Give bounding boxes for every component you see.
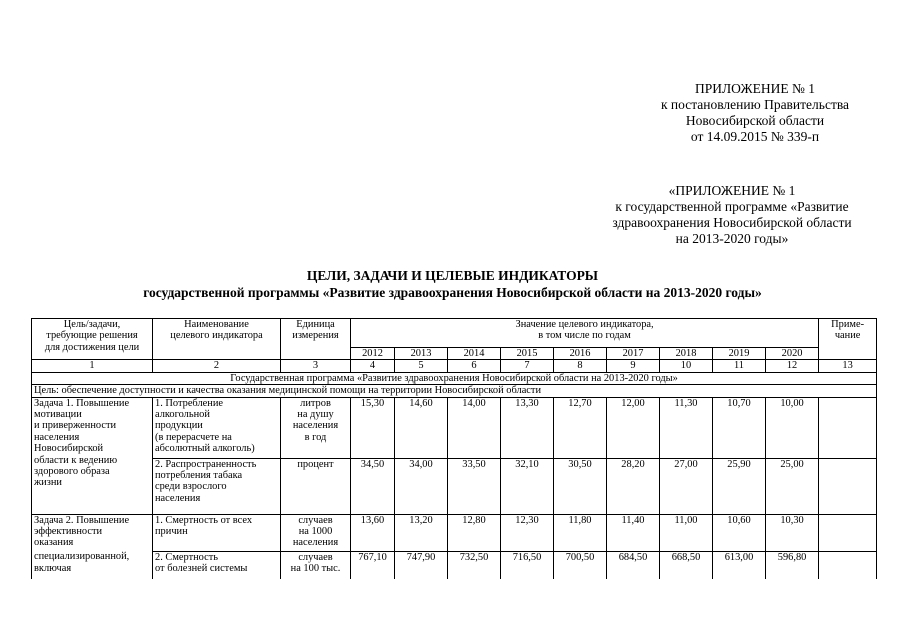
goal-row: Цель: обеспечение доступности и качества оказания медицинской помощи на территории Новосибирской области [32, 385, 877, 397]
column-number: 2 [153, 360, 281, 372]
value-cell: 34,00 [395, 458, 448, 514]
appendix-line: к постановлению Правительства [660, 97, 850, 112]
indicator-unit: процент [281, 458, 351, 514]
header-year: 2015 [501, 348, 554, 360]
column-number: 8 [554, 360, 607, 372]
value-cell: 33,50 [448, 458, 501, 514]
header-year: 2016 [554, 348, 607, 360]
value-cell: 11,00 [660, 514, 713, 551]
indicator-name: 1. Потребление алкогольной продукции (в перерасчете на абсолютный алкоголь) [153, 397, 281, 458]
column-number: 6 [448, 360, 501, 372]
appendix-line: Новосибирской области [685, 113, 825, 128]
value-cell: 11,30 [660, 397, 713, 458]
value-cell: 12,80 [448, 514, 501, 551]
column-number: 3 [281, 360, 351, 372]
value-cell: 10,60 [713, 514, 766, 551]
value-cell: 11,40 [607, 514, 660, 551]
header-year: 2014 [448, 348, 501, 360]
value-cell: 27,00 [660, 458, 713, 514]
document-subtitle: государственной программы «Развитие здравоохранения Новосибирской области на 2013-2020 годы» [143, 285, 762, 300]
value-cell: 14,00 [448, 397, 501, 458]
value-cell: 596,80 [766, 551, 819, 579]
note-cell [819, 458, 877, 514]
value-cell: 10,30 [766, 514, 819, 551]
value-cell: 32,10 [501, 458, 554, 514]
value-cell: 11,80 [554, 514, 607, 551]
header-year: 2019 [713, 348, 766, 360]
note-cell [819, 397, 877, 458]
value-cell: 28,20 [607, 458, 660, 514]
header-unit: Единица измерения [281, 319, 351, 360]
value-cell: 13,60 [351, 514, 395, 551]
task-cell: Задача 2. Повышение эффективности оказания [32, 514, 153, 551]
column-number: 12 [766, 360, 819, 372]
column-number: 5 [395, 360, 448, 372]
program-row: Государственная программа «Развитие здравоохранения Новосибирской области на 2013-2020 годы» [32, 372, 877, 384]
note-cell [819, 514, 877, 551]
value-cell: 10,70 [713, 397, 766, 458]
appendix-line: ПРИЛОЖЕНИЕ № 1 [694, 81, 816, 96]
appendix-line: «ПРИЛОЖЕНИЕ № 1 [668, 183, 796, 198]
indicator-unit: случаев на 100 тыс. [281, 551, 351, 579]
column-number: 9 [607, 360, 660, 372]
value-cell: 14,60 [395, 397, 448, 458]
appendix-program [582, 183, 882, 247]
appendix-line: здравоохранения Новосибирской области [612, 215, 852, 230]
column-number: 4 [351, 360, 395, 372]
appendix-line: к государственной программе «Развитие [615, 199, 849, 214]
value-cell: 34,50 [351, 458, 395, 514]
header-year: 2013 [395, 348, 448, 360]
value-cell: 700,50 [554, 551, 607, 579]
value-cell: 12,70 [554, 397, 607, 458]
note-cell [819, 551, 877, 579]
task-cell-continued: специализированной, включая [32, 551, 153, 579]
value-cell: 767,10 [351, 551, 395, 579]
value-cell: 13,30 [501, 397, 554, 458]
header-year: 2018 [660, 348, 713, 360]
value-cell: 12,30 [501, 514, 554, 551]
value-cell: 25,90 [713, 458, 766, 514]
value-cell: 12,00 [607, 397, 660, 458]
header-note: Приме- чание [819, 319, 877, 360]
header-values: Значение целевого индикатора, в том числе по годам [351, 319, 819, 348]
value-cell: 30,50 [554, 458, 607, 514]
value-cell: 10,00 [766, 397, 819, 458]
indicator-name: 2. Распространенность потребления табака среди взрослого населения [153, 458, 281, 514]
column-number: 10 [660, 360, 713, 372]
header-year: 2012 [351, 348, 395, 360]
column-number: 7 [501, 360, 554, 372]
header-goal: Цель/задачи, требующие решения для достижения цели [32, 319, 153, 360]
indicator-name: 1. Смертность от всех причин [153, 514, 281, 551]
indicator-unit: литров на душу населения в год [281, 397, 351, 458]
header-indicator: Наименование целевого индикатора [153, 319, 281, 360]
value-cell: 613,00 [713, 551, 766, 579]
column-number: 13 [819, 360, 877, 372]
value-cell: 668,50 [660, 551, 713, 579]
value-cell: 25,00 [766, 458, 819, 514]
column-number: 11 [713, 360, 766, 372]
value-cell: 716,50 [501, 551, 554, 579]
indicator-name: 2. Смертность от болезней системы [153, 551, 281, 579]
task-cell: Задача 1. Повышение мотивации и приверженности населения Новосибирской области к ведению здорового образа жизни [32, 397, 153, 514]
appendix-line: от 14.09.2015 № 339-п [690, 129, 820, 144]
header-year: 2017 [607, 348, 660, 360]
document-title: ЦЕЛИ, ЗАДАЧИ И ЦЕЛЕВЫЕ ИНДИКАТОРЫ [306, 268, 599, 283]
appendix-resolution [610, 81, 900, 145]
indicators-table [31, 318, 877, 579]
column-number: 1 [32, 360, 153, 372]
header-year: 2020 [766, 348, 819, 360]
indicator-unit: случаев на 1000 населения [281, 514, 351, 551]
value-cell: 15,30 [351, 397, 395, 458]
appendix-line: на 2013-2020 годы» [675, 231, 789, 246]
value-cell: 732,50 [448, 551, 501, 579]
value-cell: 747,90 [395, 551, 448, 579]
value-cell: 684,50 [607, 551, 660, 579]
value-cell: 13,20 [395, 514, 448, 551]
